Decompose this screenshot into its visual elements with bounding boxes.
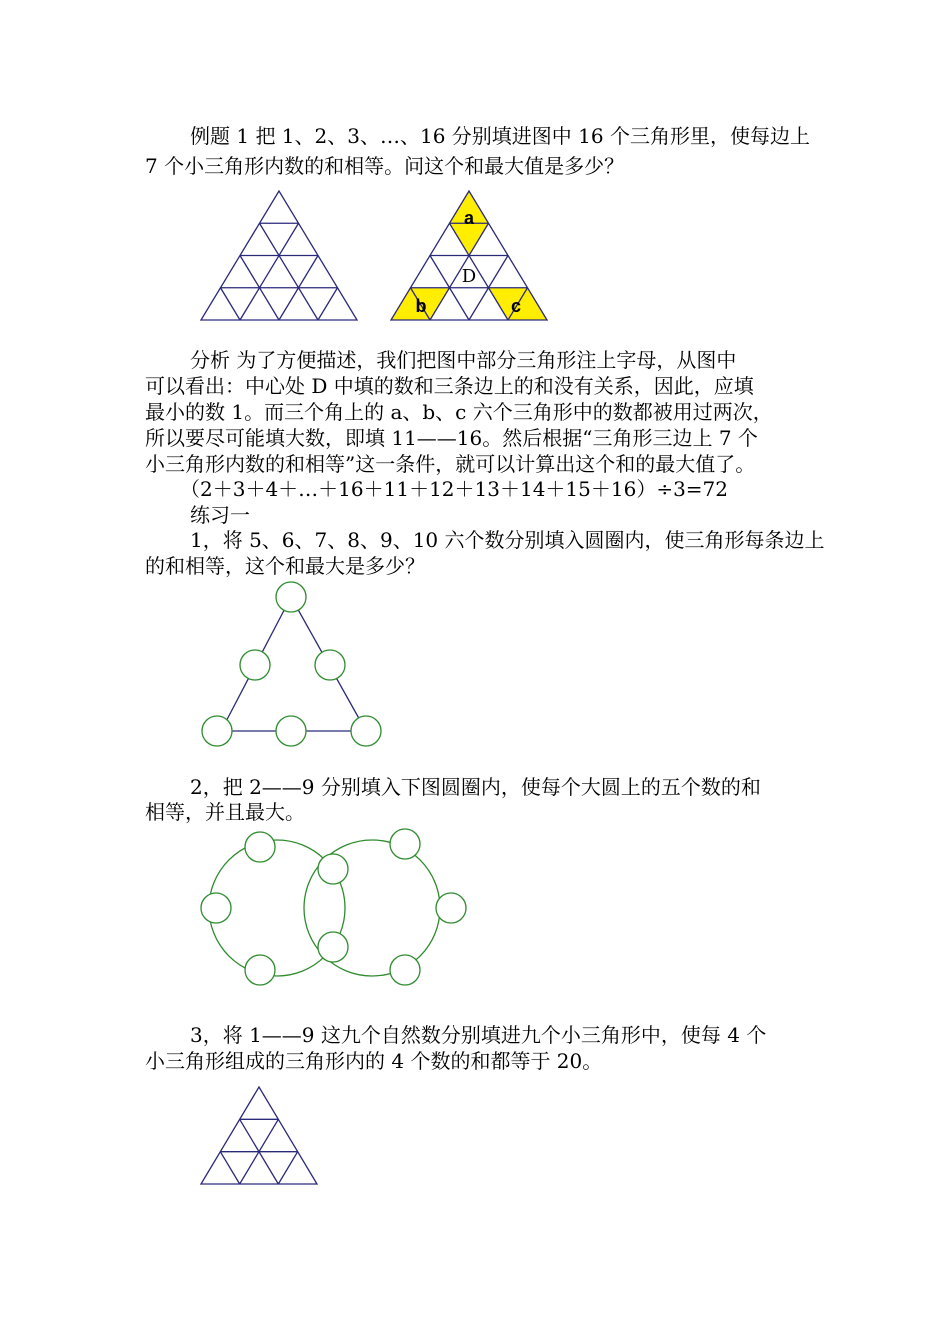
analysis-formula: （2＋3＋4＋…＋16＋11＋12＋13＋14＋15＋16）÷3=72 [180, 477, 729, 501]
labeled-triangle-grid-figure [390, 190, 548, 322]
label-b: b [415, 296, 427, 316]
q1-line-2: 的和相等，这个和最大是多少？ [145, 554, 425, 578]
circle-triangle-figure [195, 578, 390, 753]
q2-line-2: 相等，并且最大。 [145, 800, 305, 824]
q3-line-2: 小三角形组成的三角形内的 4 个数的和都等于 20。 [145, 1049, 603, 1073]
triangle-grid-9-figure [200, 1086, 318, 1186]
analysis-line-3: 最小的数 1。而三个角上的 a、b、c 六个三角形中的数都被用过两次， [145, 400, 773, 424]
example1-line-1: 例题 1 把 1、2、3、…、16 分别填进图中 16 个三角形里，使每边上 [190, 124, 810, 148]
q2-line-1: 2，把 2——9 分别填入下图圆圈内，使每个大圆上的五个数的和 [190, 775, 761, 799]
triangle-grid-16-figure [200, 190, 358, 322]
label-a: a [463, 208, 475, 228]
label-c: c [510, 296, 522, 316]
analysis-line-1: 分析 为了方便描述，我们把图中部分三角形注上字母，从图中 [190, 348, 737, 372]
analysis-line-5: 小三角形内数的和相等”这一条件，就可以计算出这个和的最大值了。 [145, 452, 756, 476]
label-d: D [461, 266, 477, 287]
double-circle-figure [195, 825, 475, 995]
q1-line-1: 1，将 5、6、7、8、9、10 六个数分别填入圆圈内，使三角形每条边上 [190, 528, 825, 552]
practice-title: 练习一 [190, 503, 250, 527]
example1-line-2: 7 个小三角形内数的和相等。问这个和最大值是多少？ [145, 154, 625, 178]
analysis-line-4: 所以要尽可能填大数，即填 11——16。然后根据“三角形三边上 7 个 [145, 426, 758, 450]
q3-line-1: 3，将 1——9 这九个自然数分别填进九个小三角形中，使每 4 个 [190, 1023, 767, 1047]
analysis-line-2: 可以看出：中心处 D 中填的数和三条边上的和没有关系，因此，应填 [145, 374, 754, 398]
